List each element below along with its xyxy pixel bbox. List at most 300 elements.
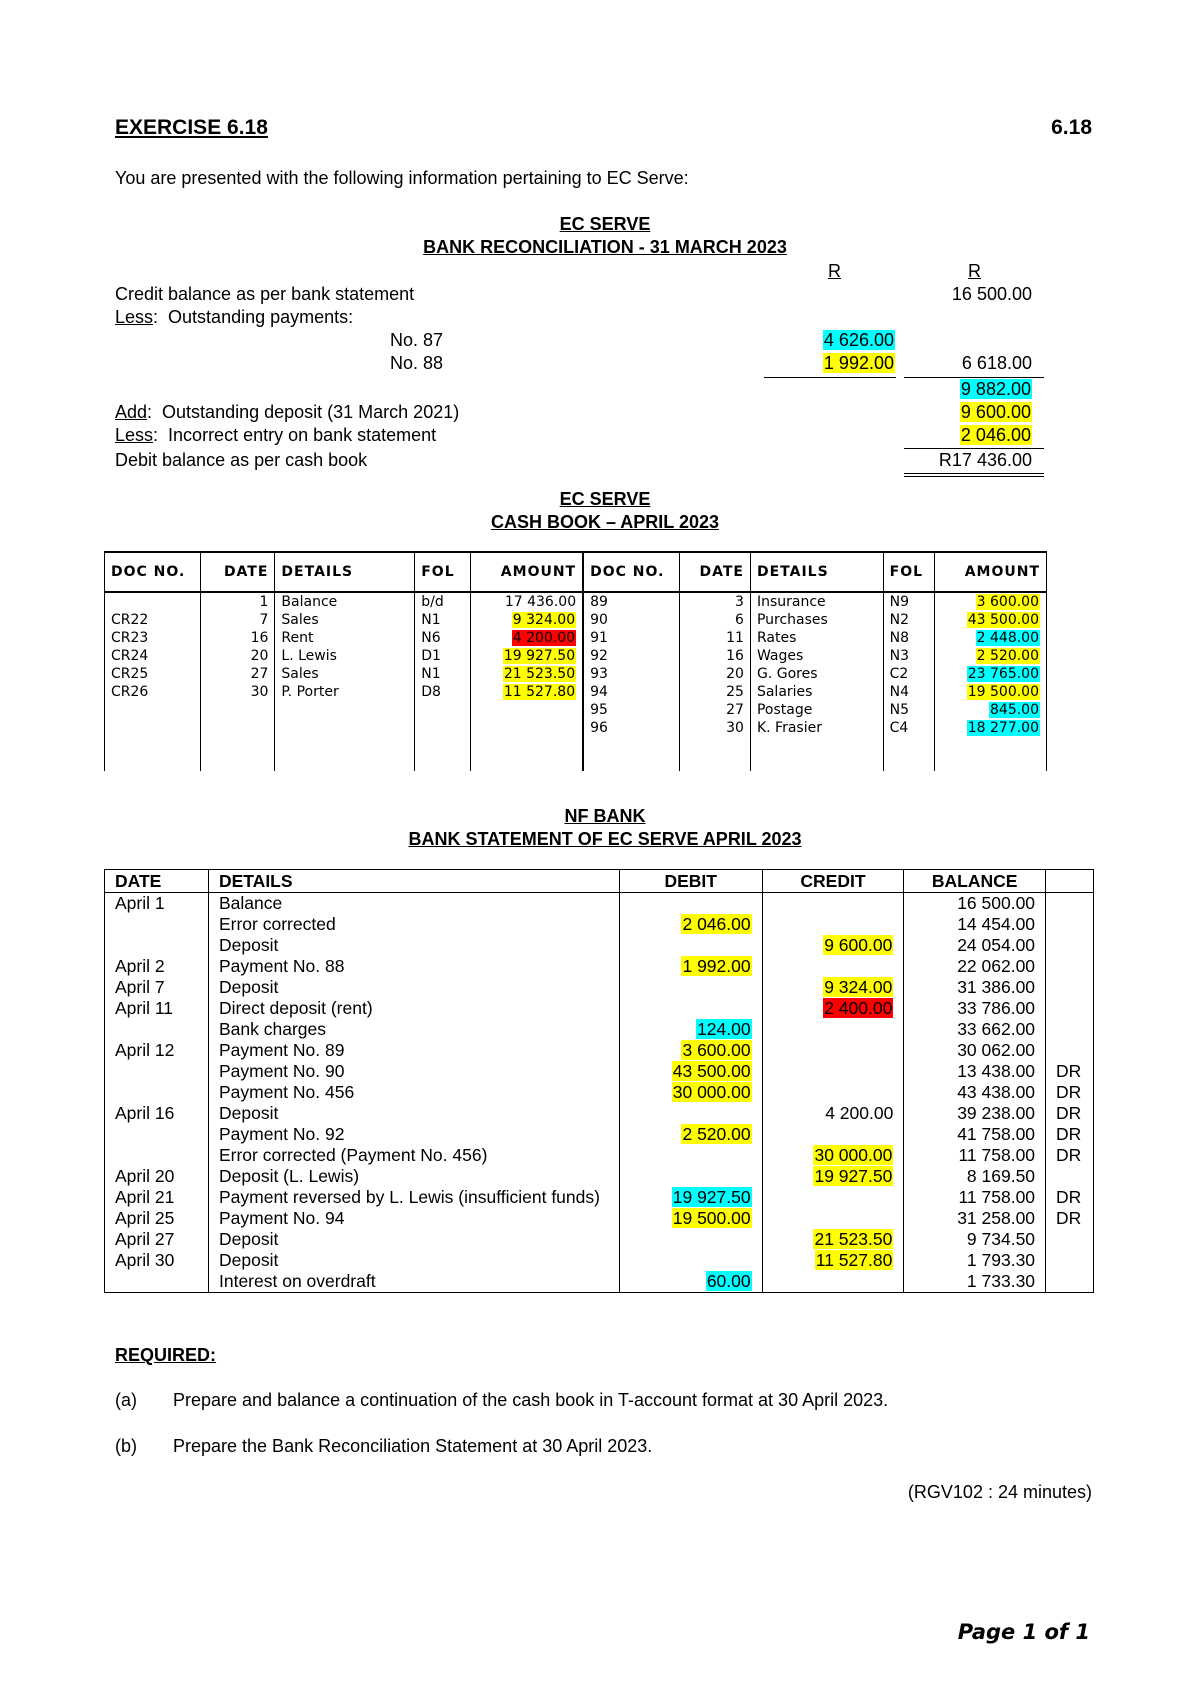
bank-statement-row (105, 998, 1094, 1019)
receipt-amount-value: 4 200.00 (512, 630, 576, 646)
bank-statement-row (105, 1187, 1094, 1208)
bs-details (208, 1229, 619, 1250)
bs-balance (904, 1145, 1046, 1166)
receipt-doc (105, 611, 201, 629)
receipt-details (275, 701, 415, 719)
receipt-details (275, 719, 415, 737)
bs-dr (1046, 1166, 1094, 1187)
incorrect-entry-label: Incorrect entry on bank statement (168, 425, 437, 445)
bs-balance-value: 9 734.50 (966, 1229, 1036, 1249)
bs-credit-value: 19 927.50 (814, 1166, 893, 1186)
bank-statement-row (105, 1145, 1094, 1166)
bs-date (105, 1040, 209, 1061)
receipt-doc-value: CR25 (111, 666, 149, 682)
receipt-amount-value: 19 927.50 (503, 648, 576, 664)
payment-details-value: K. Frasier (756, 720, 822, 736)
payment-date-value: 30 (726, 720, 744, 736)
receipt-amount (471, 665, 583, 683)
bs-date (105, 1229, 209, 1250)
bs-credit (762, 1124, 904, 1145)
receipt-fol-value: D1 (421, 648, 441, 664)
bs-debit-value: 19 500.00 (672, 1208, 751, 1228)
receipt-details-value: Sales (281, 666, 319, 682)
bs-credit (762, 1187, 904, 1208)
less2-label: Less (115, 425, 154, 445)
bs-balance (904, 914, 1046, 935)
bs-header-blank (1046, 870, 1094, 893)
bs-credit-value: 2 400.00 (824, 998, 893, 1018)
payment-amount-value: 23 765.00 (967, 666, 1039, 682)
payment-doc-value: 89 (590, 594, 608, 610)
receipt-date-value: 16 (250, 630, 269, 646)
required-a-text: Prepare and balance a continuation of the cash book in T-account format at 30 April 2023. (173, 1390, 889, 1410)
bs-dr-value: DR (1056, 1208, 1082, 1228)
receipt-fol (415, 629, 471, 647)
bs-balance-value: 31 258.00 (957, 1208, 1036, 1228)
payment-details (750, 665, 883, 683)
cb-header-amount-2: AMOUNT (934, 552, 1046, 592)
receipt-amount (471, 629, 583, 647)
subtotal (900, 379, 1032, 400)
no88-amount (780, 353, 895, 374)
bank-statement-row (105, 893, 1094, 915)
cb-header-doc: DOC NO. (105, 552, 201, 592)
receipt-amount (471, 611, 583, 629)
no87-label: No. 87 (390, 330, 444, 350)
payment-doc-value: 93 (590, 666, 608, 682)
cash-book-spacer-cell (275, 737, 415, 771)
bs-header-debit: DEBIT (619, 870, 762, 893)
payment-fol (883, 611, 934, 629)
bs-debit (619, 977, 762, 998)
bs-credit (762, 1103, 904, 1124)
receipt-amount (471, 592, 583, 611)
bs-debit-value: 1 992.00 (682, 956, 751, 976)
bs-balance (904, 998, 1046, 1019)
receipt-amount (471, 719, 583, 737)
payment-date (679, 592, 750, 611)
less-label: Less (115, 307, 154, 327)
receipt-fol-value: b/d (421, 594, 444, 610)
payment-details (750, 683, 883, 701)
payment-doc (583, 683, 679, 701)
cash-book-row (105, 592, 1047, 611)
bs-credit (762, 893, 904, 915)
rule-total-top (904, 448, 1044, 449)
receipt-date-value: 20 (250, 648, 269, 664)
bank-statement-row (105, 1250, 1094, 1271)
bs-details (208, 1250, 619, 1271)
bank-statement-row (105, 935, 1094, 956)
receipt-date-value: 30 (250, 684, 269, 700)
bs-date (105, 1208, 209, 1229)
bs-date (105, 1019, 209, 1040)
bs-debit (619, 1040, 762, 1061)
bs-credit-value: 30 000.00 (814, 1145, 893, 1165)
cash-book-spacer-cell (750, 737, 883, 771)
bs-date (105, 956, 209, 977)
bs-credit (762, 1271, 904, 1293)
receipt-details (275, 629, 415, 647)
payment-date-value: 3 (735, 594, 744, 610)
receipt-doc-value: CR26 (111, 684, 149, 700)
bs-details-value: Bank charges (218, 1019, 326, 1039)
payment-doc (583, 592, 679, 611)
bs-dr (1046, 1271, 1094, 1293)
bs-debit (619, 956, 762, 977)
bs-debit (619, 1271, 762, 1293)
bs-dr (1046, 935, 1094, 956)
payment-amount (934, 683, 1046, 701)
bs-balance (904, 1040, 1046, 1061)
receipt-date (200, 647, 275, 665)
bs-credit-value: 9 324.00 (824, 977, 893, 997)
bs-debit (619, 1187, 762, 1208)
bs-details-value: Direct deposit (rent) (218, 998, 373, 1018)
cashbook-company: EC SERVE (559, 489, 651, 509)
rec-title: BANK RECONCILIATION - 31 MARCH 2023 (423, 237, 787, 257)
bs-details-value: Deposit (218, 1103, 279, 1123)
bs-date-value: April 25 (115, 1208, 175, 1228)
bs-details (208, 998, 619, 1019)
payment-date (679, 629, 750, 647)
cash-book-row (105, 647, 1047, 665)
payment-amount (934, 629, 1046, 647)
payment-details (750, 611, 883, 629)
payment-details (750, 701, 883, 719)
payment-fol-value: C2 (889, 666, 909, 682)
payment-details-value: Salaries (756, 684, 813, 700)
bs-credit (762, 1061, 904, 1082)
bank-statement-row (105, 1040, 1094, 1061)
bs-balance (904, 956, 1046, 977)
payments-total: 6 618.00 (961, 353, 1032, 373)
bs-debit-value: 30 000.00 (672, 1082, 751, 1102)
bs-debit (619, 1229, 762, 1250)
bs-header-balance: BALANCE (904, 870, 1046, 893)
payment-doc (583, 647, 679, 665)
cb-header-fol-2: FOL (883, 552, 934, 592)
receipt-details (275, 592, 415, 611)
payment-details (750, 629, 883, 647)
bs-balance-value: 11 758.00 (958, 1145, 1036, 1165)
receipt-details-value: Rent (281, 630, 314, 646)
bs-details-value: Error corrected (Payment No. 456) (218, 1145, 488, 1165)
payment-amount-value: 3 600.00 (976, 594, 1039, 610)
receipt-date (200, 683, 275, 701)
bs-details (208, 1103, 619, 1124)
cb-header-amount: AMOUNT (471, 552, 583, 592)
receipt-date-value: 1 (259, 594, 269, 610)
outstanding-payments-label: Outstanding payments: (168, 307, 354, 327)
bs-date (105, 1187, 209, 1208)
payment-details (750, 719, 883, 737)
bs-balance (904, 1103, 1046, 1124)
bs-balance (904, 1187, 1046, 1208)
cash-book-row (105, 665, 1047, 683)
payment-date-value: 27 (726, 702, 744, 718)
bs-balance (904, 893, 1046, 915)
payment-amount-value: 18 277.00 (967, 720, 1039, 736)
bs-date-value: April 12 (115, 1040, 175, 1060)
required-title: REQUIRED: (115, 1345, 217, 1365)
receipt-fol (415, 719, 471, 737)
bank-statement-row (105, 1061, 1094, 1082)
receipt-date (200, 611, 275, 629)
no87-amount (780, 330, 895, 351)
payment-doc-value: 94 (590, 684, 608, 700)
bs-balance-value: 11 758.00 (958, 1187, 1036, 1207)
incorrect-entry-line: Less: Incorrect entry on bank statement (115, 425, 437, 445)
payment-date-value: 25 (726, 684, 744, 700)
bs-dr (1046, 998, 1094, 1019)
cash-book-table (104, 551, 1047, 771)
bank-statement-row (105, 1019, 1094, 1040)
bs-debit (619, 998, 762, 1019)
bs-balance (904, 1166, 1046, 1187)
bs-dr-value: DR (1056, 1082, 1082, 1102)
page-number: Page 1 of 1 (957, 1620, 1090, 1644)
payment-fol (883, 719, 934, 737)
receipt-fol (415, 683, 471, 701)
payment-amount (934, 665, 1046, 683)
outstanding-deposit-value: 9 600.00 (960, 402, 1031, 422)
cash-book-spacer-cell (583, 737, 679, 771)
payment-details-value: Purchases (756, 612, 828, 628)
payment-doc (583, 629, 679, 647)
receipt-fol (415, 647, 471, 665)
receipt-doc (105, 665, 201, 683)
receipt-details (275, 683, 415, 701)
bs-dr (1046, 914, 1094, 935)
cash-book-header-row (105, 552, 1047, 592)
cb-header-date: DATE (200, 552, 275, 592)
payment-details-value: Rates (756, 630, 797, 646)
bs-dr-value: DR (1056, 1187, 1082, 1207)
bs-debit-value: 2 520.00 (682, 1124, 751, 1144)
bs-credit (762, 1019, 904, 1040)
payment-fol (883, 592, 934, 611)
bs-balance-value: 8 169.50 (966, 1166, 1036, 1186)
bs-date-value: April 21 (115, 1187, 175, 1207)
cashbook-title: CASH BOOK – APRIL 2023 (490, 512, 720, 532)
bank-statement-row (105, 1208, 1094, 1229)
receipt-doc (105, 629, 201, 647)
bs-balance (904, 1082, 1046, 1103)
bs-date-value: April 11 (115, 998, 174, 1018)
payment-doc-value: 96 (590, 720, 608, 736)
receipt-amount-value: 9 324.00 (512, 612, 576, 628)
receipt-details (275, 665, 415, 683)
no88-amount-value: 1 992.00 (823, 353, 894, 373)
receipt-date-value: 7 (259, 612, 269, 628)
bs-balance-value: 31 386.00 (957, 977, 1036, 997)
cb-header-details-2: DETAILS (750, 552, 883, 592)
bs-header-details: DETAILS (208, 870, 619, 893)
bs-header-credit: CREDIT (762, 870, 904, 893)
bs-credit (762, 977, 904, 998)
bs-credit (762, 1229, 904, 1250)
payment-amount (934, 647, 1046, 665)
payment-date (679, 611, 750, 629)
bs-debit (619, 1250, 762, 1271)
receipt-date (200, 701, 275, 719)
payment-fol (883, 629, 934, 647)
cash-book-row (105, 683, 1047, 701)
bs-dr (1046, 1124, 1094, 1145)
debit-balance-label: Debit balance as per cash book (115, 450, 368, 470)
bank-statement-row (105, 1103, 1094, 1124)
outstanding-deposit-line: Add: Outstanding deposit (31 March 2021) (115, 402, 460, 422)
cash-book-spacer-cell (883, 737, 934, 771)
bs-balance-value: 16 500.00 (957, 893, 1036, 913)
receipt-details (275, 647, 415, 665)
bs-dr (1046, 1040, 1094, 1061)
bs-dr (1046, 1082, 1094, 1103)
payment-amount (934, 611, 1046, 629)
bs-details-value: Error corrected (218, 914, 336, 934)
receipt-doc (105, 701, 201, 719)
receipt-doc-value: CR23 (111, 630, 149, 646)
bs-credit (762, 956, 904, 977)
bs-dr (1046, 1187, 1094, 1208)
cash-book-spacer-cell (679, 737, 750, 771)
bs-debit-value: 2 046.00 (682, 914, 751, 934)
cash-book-spacer-cell (200, 737, 275, 771)
bs-balance (904, 1061, 1046, 1082)
payment-date-value: 6 (735, 612, 744, 628)
bs-details (208, 1124, 619, 1145)
bs-balance-value: 30 062.00 (957, 1040, 1036, 1060)
bs-details (208, 1166, 619, 1187)
payment-amount (934, 719, 1046, 737)
subtotal-value: 9 882.00 (960, 379, 1031, 399)
cb-header-doc-2: DOC NO. (583, 552, 679, 592)
bs-dr-value: DR (1056, 1061, 1082, 1081)
bs-details-value: Balance (218, 893, 283, 913)
bs-credit (762, 1040, 904, 1061)
payment-doc (583, 665, 679, 683)
bs-debit (619, 1124, 762, 1145)
required-b-label: (b) (115, 1436, 137, 1456)
bs-details (208, 1061, 619, 1082)
payment-details-value: Wages (756, 648, 804, 664)
payment-doc (583, 701, 679, 719)
payment-doc-value: 92 (590, 648, 608, 664)
bs-credit-value: 4 200.00 (825, 1103, 894, 1123)
bs-date-value: April 20 (115, 1166, 175, 1186)
bs-debit-value: 3 600.00 (682, 1040, 751, 1060)
payment-doc (583, 611, 679, 629)
receipt-date-value: 27 (250, 666, 269, 682)
bs-date (105, 1103, 209, 1124)
bs-balance-value: 13 438.00 (957, 1061, 1036, 1081)
required-b-text: Prepare the Bank Reconciliation Statement at 30 April 2023. (173, 1436, 653, 1456)
bs-balance-value: 22 062.00 (957, 956, 1036, 976)
bs-date-value: April 1 (115, 893, 165, 913)
credit-balance-label: Credit balance as per bank statement (115, 284, 415, 304)
payment-amount-value: 19 500.00 (967, 684, 1039, 700)
required-a-label: (a) (115, 1390, 137, 1410)
receipt-doc (105, 647, 201, 665)
bs-credit (762, 1082, 904, 1103)
bs-details-value: Payment reversed by L. Lewis (insufficient funds) (218, 1187, 600, 1207)
bs-balance-value: 33 662.00 (957, 1019, 1036, 1039)
bank-statement-header-row (105, 870, 1094, 893)
bank-name: NF BANK (564, 806, 646, 826)
payment-date-value: 16 (726, 648, 744, 664)
bs-details (208, 1208, 619, 1229)
bs-credit (762, 1208, 904, 1229)
bs-details-value: Payment No. 88 (218, 956, 345, 976)
bs-details (208, 1145, 619, 1166)
receipt-fol-value: N6 (421, 630, 441, 646)
receipt-amount (471, 647, 583, 665)
bs-date (105, 1124, 209, 1145)
receipt-doc-value: CR24 (111, 648, 149, 664)
receipt-details-value: L. Lewis (281, 648, 337, 664)
bs-balance (904, 1124, 1046, 1145)
bs-credit (762, 1145, 904, 1166)
payment-fol (883, 647, 934, 665)
payment-doc-value: 91 (590, 630, 608, 646)
bs-debit (619, 1061, 762, 1082)
bs-credit-value: 21 523.50 (814, 1229, 893, 1249)
receipt-amount-value: 21 523.50 (503, 666, 576, 682)
bs-date (105, 1061, 209, 1082)
payment-details-value: Postage (756, 702, 813, 718)
bs-details (208, 914, 619, 935)
bank-statement-row (105, 1229, 1094, 1250)
bs-date-value: April 30 (115, 1250, 175, 1270)
payment-fol-value: C4 (889, 720, 909, 736)
bs-date (105, 1271, 209, 1293)
cash-book-spacer-cell (471, 737, 583, 771)
outstanding-payments-line: Less: Outstanding payments: (115, 307, 354, 327)
intro-text: You are presented with the following information pertaining to EC Serve: (115, 168, 689, 188)
payment-details-value: Insurance (756, 594, 826, 610)
cash-book-spacer-cell (415, 737, 471, 771)
cb-header-date-2: DATE (679, 552, 750, 592)
bs-dr-value: DR (1056, 1103, 1082, 1123)
bs-dr (1046, 1229, 1094, 1250)
bs-dr (1046, 1145, 1094, 1166)
receipt-amount-value: 11 527.80 (503, 684, 576, 700)
receipt-details-value: Sales (281, 612, 319, 628)
incorrect-entry-value: 2 046.00 (960, 425, 1031, 445)
bs-balance-value: 1 793.30 (966, 1250, 1036, 1270)
cb-header-fol: FOL (415, 552, 471, 592)
bank-statement-row (105, 1082, 1094, 1103)
payment-details-value: G. Gores (756, 666, 818, 682)
bs-details-value: Deposit (218, 1229, 279, 1249)
receipt-doc (105, 592, 201, 611)
bank-statement-row (105, 1271, 1094, 1293)
bs-debit (619, 1082, 762, 1103)
payment-amount-value: 845.00 (990, 702, 1039, 718)
bs-details (208, 1187, 619, 1208)
bs-details-value: Deposit (218, 977, 279, 997)
receipt-details-value: Balance (281, 594, 338, 610)
bs-dr (1046, 1103, 1094, 1124)
bs-debit-value: 43 500.00 (672, 1061, 751, 1081)
no88-label: No. 88 (390, 353, 444, 373)
bs-dr-value: DR (1056, 1145, 1082, 1165)
outstanding-deposit-label: Outstanding deposit (31 March 2021) (162, 402, 460, 422)
payment-fol-value: N4 (889, 684, 910, 700)
bs-credit-value: 11 527.80 (815, 1250, 893, 1270)
bs-balance (904, 1019, 1046, 1040)
